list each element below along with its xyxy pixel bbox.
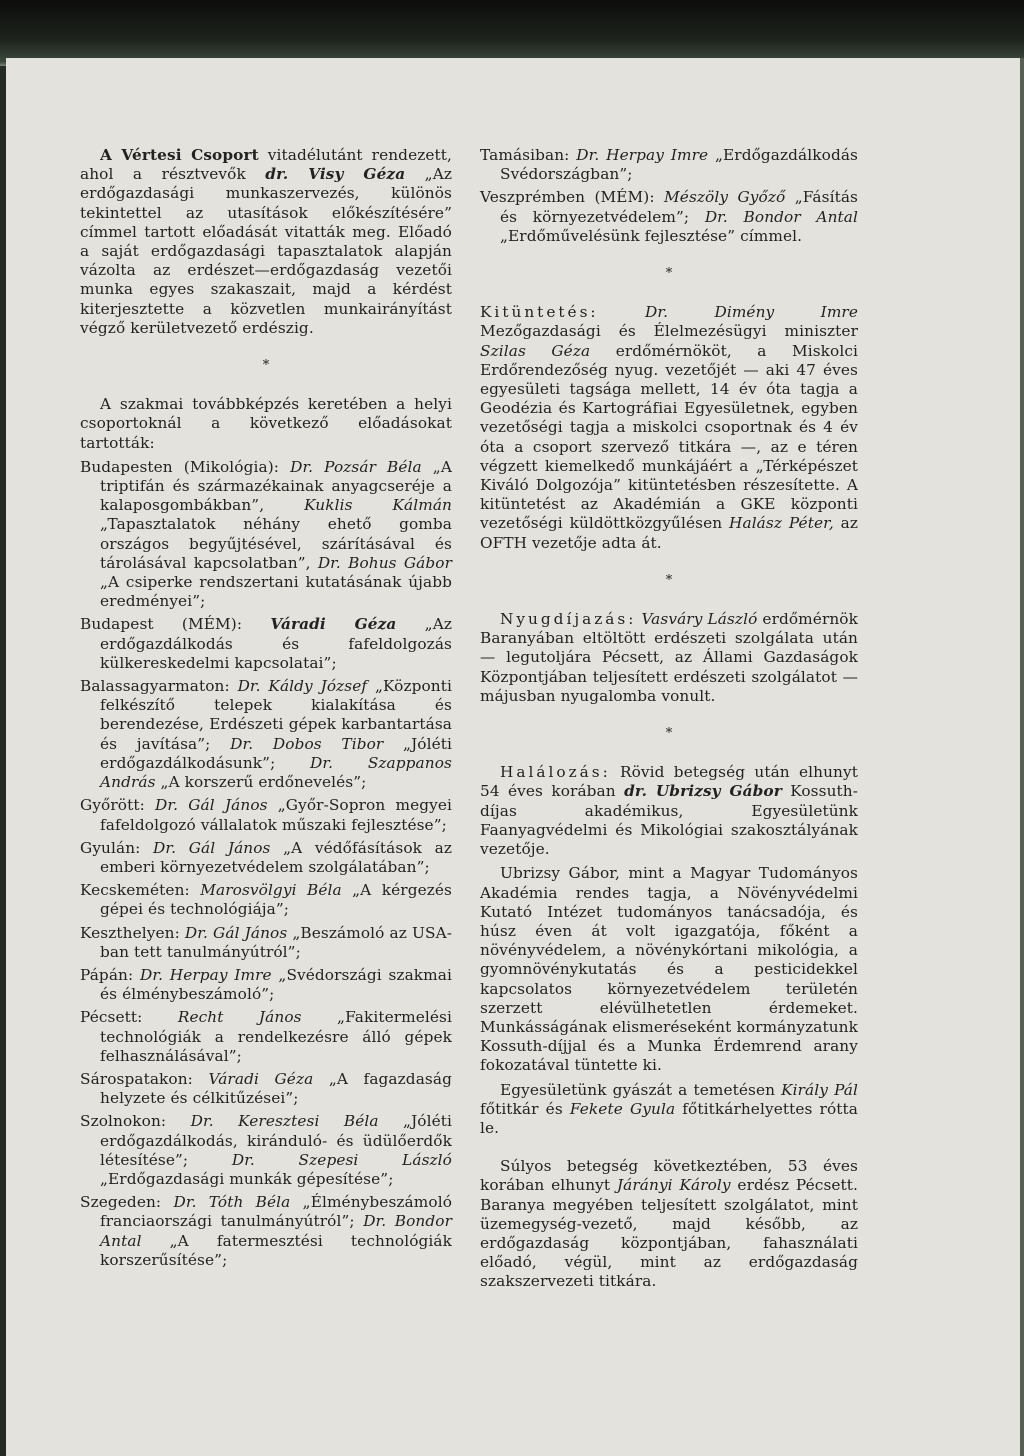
separator-star: *: [665, 726, 673, 742]
section-heading: Kitüntetés:: [480, 303, 599, 322]
text: „Az erdőgazdasági munkaszervezés, különös tekintettel az utasítások előkészítésére” címmel tartott előadását vitatták meg. Előadó a saját erdőgazdasági tapasztalatok alapján vázolta az erdészet—erdőgazdaság vezetői munka egyes szakaszait, majd a kérdést kiterjesztette a közvetlen munkairányítást végző kerületvezető erdészig.: [80, 165, 453, 337]
author: Mészöly Győző: [664, 188, 786, 207]
separator-star: *: [665, 266, 673, 282]
title: „Fásítás és környezetvédelem”;: [500, 188, 858, 226]
place: Pécsett:: [80, 1008, 143, 1027]
title: „Győr-Sopron megyei fafeldolgozó vállalatok műszaki fejlesztése”;: [100, 796, 453, 834]
place: Budapest (MÉM):: [80, 615, 243, 634]
person-name: dr. Ubrizsy Gábor: [624, 782, 782, 801]
person-name: dr. Visy Géza: [265, 165, 406, 184]
lecture-entry: [80, 881, 452, 919]
text: Mezőgazdasági és Élelmezésügyi miniszter: [480, 322, 858, 341]
author: Dr. Gál János: [184, 923, 288, 942]
place: Balassagyarmaton:: [80, 677, 230, 696]
lecture-entry: [80, 924, 452, 962]
author: Váradi Géza: [270, 615, 397, 634]
author: Dr. Herpay Imre: [139, 965, 272, 984]
text: Súlyos betegség következtében, 53 éves korában elhunyt: [480, 1157, 858, 1195]
author: Kuklis Kálmán: [304, 496, 452, 515]
title: „Központi felkészítő telepek kialakítása és berendezése, Erdészeti gépek karbantartása és javítása”;: [100, 677, 452, 753]
text: Egyesületünk gyászát a temetésen: [500, 1080, 782, 1099]
text: Rövid betegség után elhunyt 54 éves korában: [480, 763, 858, 801]
scan-top-band: [0, 0, 1024, 66]
text: főtitkár és: [480, 1099, 570, 1118]
title: „A védőfásítások az emberi környezetvédelem szolgálatában”;: [100, 838, 452, 876]
lecture-entry: [80, 458, 452, 612]
title: „A kérgezés gépei és technológiája”;: [100, 881, 453, 919]
author: Dr. Bondor Antal: [704, 207, 858, 226]
obituary-paragraph-2: Ubrizsy Gábor, mint a Magyar Tudományos Akadémia rendes tagja, a Növényvédelmi Kutató Intézet tudományos tanácsadója, és húsz éven át volt igazgatója, főként a növényvédelem, a növénykórtani mikológia, a gyomnövénykutatás és a pesticidekkel kapcsolatos környezetvédelem területén szerzett elévülhetetlen érdemeket. Munkásságának elismeréseként kormányzatunk Kossuth-díjjal és a Munka Érdemrend arany fokozatával tüntette ki.: [480, 864, 858, 1075]
spacer: [480, 1143, 858, 1157]
author: Dr. Szappanos András: [100, 753, 452, 792]
title: „Erdőgazdálkodás Svédországban”;: [500, 146, 859, 184]
text: erdőmérnököt, a Miskolci Erdőrendezőség nyug. vezetőjét — aki 47 éves egyesületi tagsága mellett, 14 év óta tagja a Geodézia és Kartográfiai Egyesületnek, egyben vezetőségi tagja a miskolci csoportnak és 4 év óta a csoport szervező titkára —, az e téren végzett kiemelkedő munkájáért a „Térképészet Kiváló Dolgozója” kitüntetésben részesítette. A kitüntetést az Akadémián a GKE központi vezetőségi küldöttközgyűlésen: [480, 341, 858, 533]
award-paragraph: [480, 303, 858, 553]
lecture-entry: [80, 677, 452, 792]
title: „Svédországi szakmai és élménybeszámoló”;: [100, 965, 452, 1004]
title: „Erdőművelésünk fejlesztése” címmel.: [500, 226, 803, 245]
title: „Az erdőgazdálkodás és fafeldolgozás külkereskedelmi kapcsolatai”;: [100, 615, 452, 672]
place: Szolnokon:: [80, 1112, 167, 1131]
lecture-entry: [80, 1193, 452, 1270]
title: „A fatermesztési technológiák korszerűsítése”;: [100, 1231, 452, 1269]
author: Marosvölgyi Béla: [200, 881, 342, 900]
author: Dr. Bohus Gábor: [317, 553, 452, 572]
person-name: Király Pál: [781, 1080, 858, 1099]
author: Váradi Géza: [208, 1069, 314, 1088]
title: „A korszerű erdőnevelés”;: [155, 773, 367, 792]
person-name: Szilas Géza: [480, 341, 591, 360]
retirement-paragraph: [480, 610, 858, 706]
person-name: Dr. Dimény Imre: [645, 303, 858, 322]
text: vitadélutánt rendezett, ahol a résztvevők: [80, 146, 452, 184]
place: Veszprémben (MÉM):: [480, 188, 655, 207]
person-name: Halász Péter,: [729, 514, 834, 533]
title: „Tapasztalatok néhány ehető gomba országos begyűjtésével, szárításával és tárolásával kapcsolatban”,: [100, 515, 452, 572]
author: Dr. Szepesi László: [231, 1150, 452, 1169]
author: Dr. Tóth Béla: [173, 1193, 291, 1212]
place: Győrött:: [80, 796, 145, 815]
lecture-entry: [480, 146, 858, 184]
lecture-entry: [80, 1070, 452, 1108]
author: Dr. Pozsár Béla: [290, 457, 422, 476]
funeral-paragraph: [480, 1081, 858, 1139]
lecture-entry: [80, 839, 452, 877]
text: az OFTH vezetője adta át.: [480, 514, 858, 552]
place: Gyulán:: [80, 838, 141, 857]
place: Kecskeméten:: [80, 881, 190, 900]
title: „A triptifán és származékainak anyagcseréje a kalaposgombákban”,: [100, 457, 452, 515]
author: Dr. Gál János: [155, 796, 268, 815]
text: erdőmérnök Baranyában eltöltött erdészeti szolgálata után — legutoljára Pécsett, az Állami Gazdaságok Központjában teljesített erdészeti szolgálatot — májusban nyugalomba vonult.: [480, 610, 858, 705]
author: Dr. Herpay Imre: [576, 146, 709, 164]
author: Dr. Gál János: [153, 838, 271, 857]
title: „Jóléti erdőgazdálkodásunk”;: [100, 734, 453, 772]
place: Budapesten (Mikológia):: [80, 457, 280, 476]
lecture-entry: [80, 966, 452, 1004]
lecture-entry: [80, 796, 452, 834]
place: Pápán:: [80, 965, 134, 984]
title: „Fakitermelési technológiák a rendelkezésre álló gépek felhasználásával”;: [100, 1008, 453, 1065]
person-name: Fekete Gyula: [569, 1099, 676, 1118]
section-heading: Nyugdíjazás:: [500, 610, 637, 629]
author: Dr. Dobos Tibor: [230, 734, 384, 753]
title: „A csiperke rendszertani kutatásának újabb eredményei”;: [100, 573, 452, 611]
text: Kossuth-díjas akadémikus, Egyesületünk Faanyagvédelmi és Mikológiai szakosztályának vezetője.: [480, 782, 858, 859]
text: erdész Pécsett. Baranya megyében teljesített szolgálatot, mint üzemegység-vezető, majd később, az erdőgazdaság központjában, fahasználati előadó, végül, mint az erdőgazdaság szakszervezeti titkára.: [480, 1176, 858, 1291]
right-column: [480, 146, 858, 1297]
group-name: A Vértesi Csoport: [100, 146, 259, 164]
intro-paragraph: A szakmai továbbképzés keretében a helyi csoportoknál a következő előadásokat tartották:: [80, 395, 452, 452]
separator-star: *: [665, 572, 673, 588]
author: Dr. Káldy József: [237, 677, 368, 696]
place: Szegeden:: [80, 1193, 162, 1212]
title: „Beszámoló az USA-ban tett tanulmányútról”;: [100, 923, 452, 961]
separator-star: *: [262, 358, 270, 374]
lecture-entry: [80, 615, 452, 673]
title: „Élménybeszámoló franciaországi tanulmányútról”;: [100, 1193, 452, 1231]
lecture-entry: [480, 188, 858, 246]
author: Dr. Bondor Antal: [100, 1212, 452, 1250]
obituary-paragraph-3: [480, 1157, 858, 1291]
lecture-entry: [80, 1112, 452, 1189]
place: Tamásiban:: [480, 146, 570, 164]
left-column: [80, 146, 452, 1274]
text: főtitkárhelyettes rótta le.: [480, 1099, 858, 1137]
obituary-paragraph: [480, 763, 858, 859]
person-name: Járányi Károly: [616, 1176, 731, 1195]
place: Sárospatakon:: [80, 1069, 193, 1088]
author: Recht János: [177, 1008, 302, 1027]
section-heading: Halálozás:: [500, 763, 611, 782]
place: Keszthelyen:: [80, 923, 180, 942]
vertesi-paragraph: [80, 146, 452, 338]
title: „A fagazdaság helyzete és célkitűzései”;: [100, 1069, 452, 1108]
lecture-entry: [80, 1008, 452, 1066]
title: „Jóléti erdőgazdálkodás, kiránduló- és üdülőerdők létesítése”;: [100, 1112, 452, 1169]
title: „Erdőgazdasági munkák gépesítése”;: [100, 1169, 394, 1188]
person-name: Vasváry László: [641, 610, 758, 629]
author: Dr. Keresztesi Béla: [190, 1112, 379, 1131]
